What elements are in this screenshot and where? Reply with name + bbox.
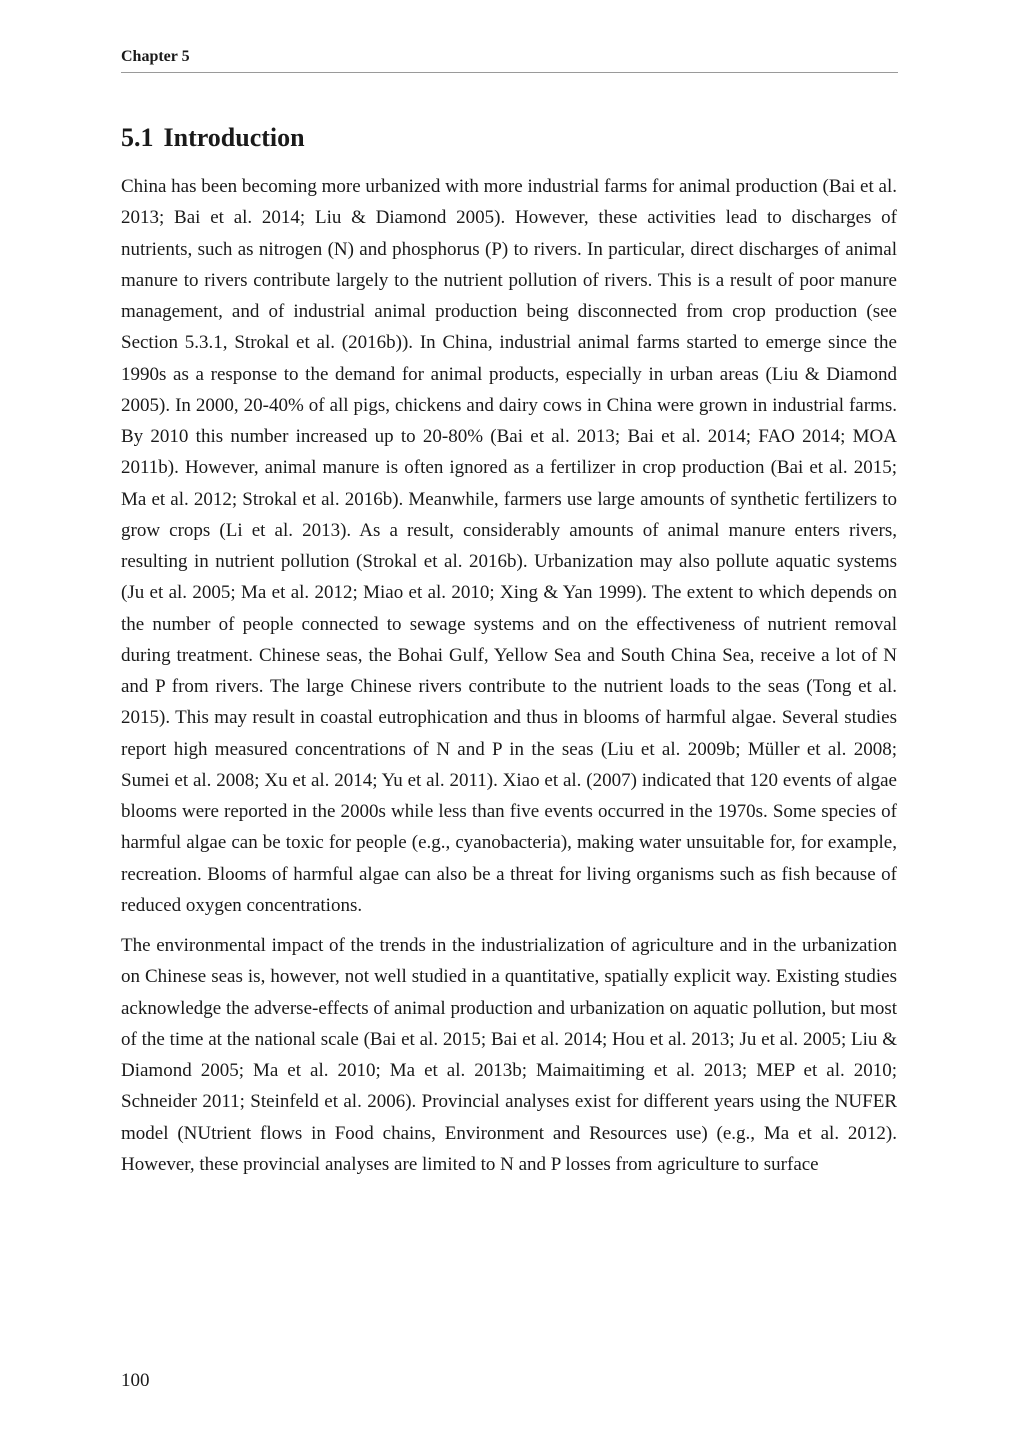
body-text [121,171,897,1189]
running-header-title: Chapter 5 [121,48,190,65]
section-heading [121,120,305,156]
paragraph-2: The environmental impact of the trends in the industrialization of agriculture and in the urbanization on Chinese seas is, however, not well studied in a quantitative, spatially explicit way. Existing studies acknowledge the adverse-effects of animal production and urbanization on aquatic pollution, but most of the time at the national scale (Bai et al. 2015; Bai et al. 2014; Hou et al. 2013; Ju et al. 2005; Liu & Diamond 2005; Ma et al. 2010; Ma et al. 2013b; Maimaitiming et al. 2013; MEP et al. 2010; Schneider 2011; Steinfeld et al. 2006). Provincial analyses exist for different years using the NUFER model (NUtrient flows in Food chains, Environment and Resources use) (e.g., Ma et al. 2012). However, these provincial analyses are limited to N and P losses from agriculture to surface [121,935,897,1175]
section-number: 5.1 [121,123,154,152]
section-title: Introduction [163,123,305,152]
paragraph-1: China has been becoming more urbanized with more industrial farms for animal production (Bai et al. 2013; Bai et al. 2014; Liu & Diamond 2005). However, these activities lead to discharges of nutrients, such as nitrogen (N) and phosphorus (P) to rivers. In particular, direct discharges of animal manure to rivers contribute largely to the nutrient pollution of rivers. This is a result of poor manure management, and of industrial animal production being disconnected from crop production (see Section 5.3.1, Strokal et al. (2016b)). In China, industrial animal farms started to emerge since the 1990s as a response to the demand for animal products, especially in urban areas (Liu & Diamond 2005). In 2000, 20-40% of all pigs, chickens and dairy cows in China were grown in industrial farms. By 2010 this number increased up to 20-80% (Bai et al. 2013; Bai et al. 2014; FAO 2014; MOA 2011b). However, animal manure is often ignored as a fertilizer in crop production (Bai et al. 2015; Ma et al. 2012; Strokal et al. 2016b). Meanwhile, farmers use large amounts of synthetic fertilizers to grow crops (Li et al. 2013). As a result, considerably amounts of animal manure enters rivers, resulting in nutrient pollution (Strokal et al. 2016b). Urbanization may also pollute aquatic systems (Ju et al. 2005; Ma et al. 2012; Miao et al. 2010; Xing & Yan 1999). The extent to which depends on the number of people connected to sewage systems and on the effectiveness of nutrient removal during treatment. Chinese seas, the Bohai Gulf, Yellow Sea and South China Sea, receive a lot of N and P from rivers. The large Chinese rivers contribute to the nutrient loads to the seas (Tong et al. 2015). This may result in coastal eutrophication and thus in blooms of harmful algae. Several studies report high measured concentrations of N and P in the seas (Liu et al. 2009b; Müller et al. 2008; Sumei et al. 2008; Xu et al. 2014; Yu et al. 2011). Xiao et al. (2007) indicated that 120 events of algae blooms were reported in the 2000s while less than five events occurred in the 1970s. Some species of harmful algae can be toxic for people (e.g., cyanobacteria), making water unsuitable for, for example, recreation. Blooms of harmful algae can also be a threat for living organisms such as fish because of reduced oxygen concentrations. [121,176,897,916]
page-number: 100 [121,1370,150,1391]
running-header [121,46,898,73]
